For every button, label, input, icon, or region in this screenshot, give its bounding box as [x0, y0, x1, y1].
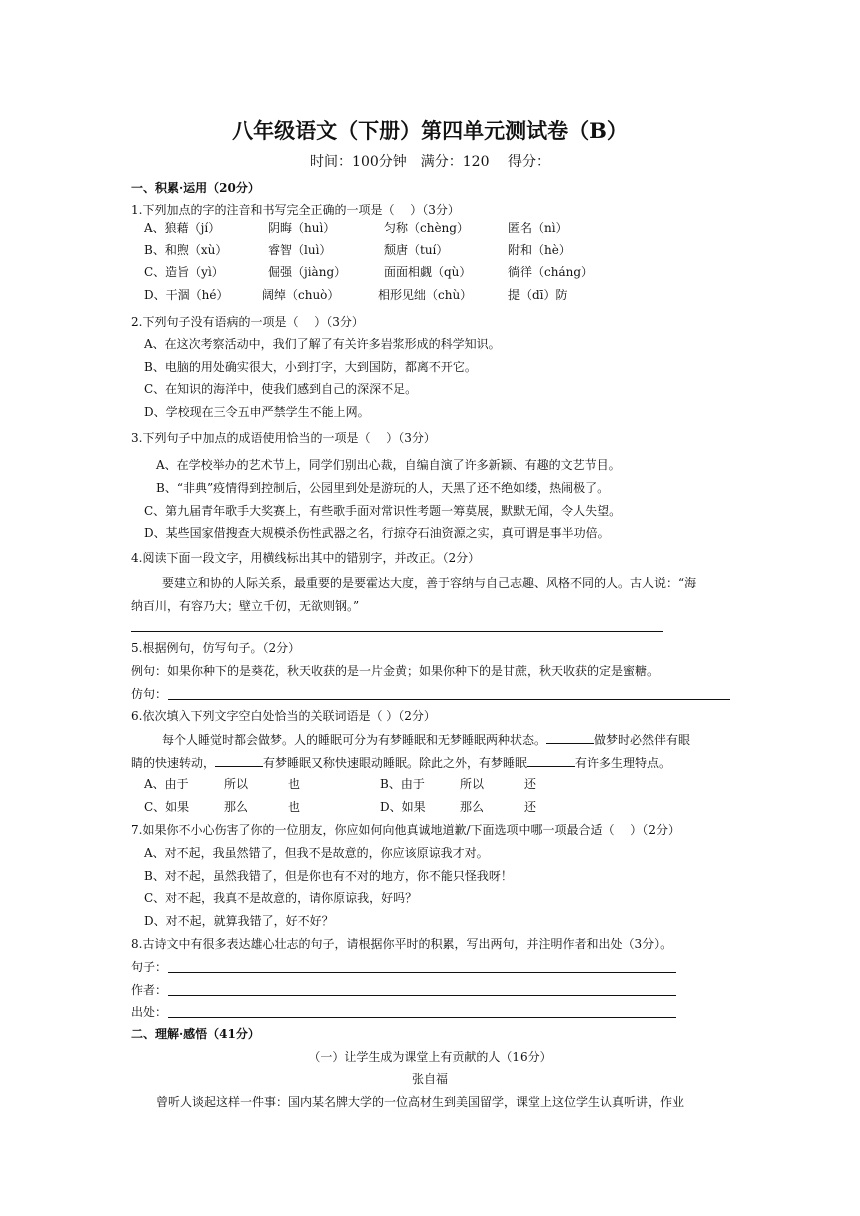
- q6-text-3: 睛的快速转动，: [131, 756, 216, 770]
- q2-option-b: B、电脑的用处确实很大，小到打字，大到国防，都离不开它。: [144, 360, 477, 374]
- q6-a-3: 也: [288, 777, 301, 791]
- q1-b-4: 附和（hè）: [508, 243, 571, 257]
- q6-blank-3[interactable]: [527, 754, 575, 767]
- q6-para-line-1: [162, 731, 690, 748]
- q6-a-2: 所以: [224, 777, 249, 791]
- q6-c-1: C、如果: [144, 800, 190, 814]
- q7-option-a: A、对不起，我虽然错了，但我不是故意的，你应该原谅我才对。: [144, 846, 489, 860]
- passage-line-1: 曾听人谈起这样一件事：国内某名牌大学的一位高材生到美国留学，课堂上这位学生认真听讲，作业: [156, 1095, 685, 1109]
- q7-option-b: B、对不起，虽然我错了，但是你也有不对的地方，你不能只怪我呀！: [144, 869, 513, 883]
- q4-answer-line[interactable]: [131, 631, 663, 632]
- q6-text-4: 有梦睡眠又称快速眼动睡眠。除此之外，有梦睡眠: [263, 756, 528, 770]
- q1-b-1: B、和煦（xù）: [144, 243, 228, 257]
- q6-para-line-2: [131, 754, 671, 771]
- q1-a-4: 匿名（nì）: [508, 221, 568, 235]
- q6-b-3: 还: [524, 777, 537, 791]
- q8-author-line[interactable]: [168, 995, 676, 996]
- q6-text-5: 有许多生理特点。: [575, 756, 672, 770]
- q7-stem: 7.如果你不小心伤害了你的一位朋友，你应如何向他真诚地道歉/下面选项中哪一项最合适（ ）（2分）: [131, 823, 680, 837]
- q6-d-2: 那么: [460, 800, 485, 814]
- q8-source-line[interactable]: [168, 1017, 676, 1018]
- q8-author-label: 作者：: [131, 983, 168, 997]
- q3-option-a: A、在学校举办的艺术节上，同学们别出心裁，自编自演了许多新颖、有趣的文艺节目。: [156, 458, 621, 472]
- q1-a-3: 匀称（chèng）: [384, 221, 469, 235]
- q1-row-a: [0, 220, 860, 236]
- q8-stem: 8.古诗文中有很多表达雄心壮志的句子，请根据你平时的积累，写出两句，并注明作者和出处（3分）。: [131, 937, 673, 951]
- q6-d-1: D、如果: [380, 800, 426, 814]
- q6-text-2: 做梦时必然伴有眼: [594, 733, 691, 747]
- q6-options-row-2: [0, 799, 860, 815]
- q1-row-c: [0, 264, 860, 280]
- q1-row-b: [0, 242, 860, 258]
- passage-title: （一）让学生成为课堂上有贡献的人（16分）: [308, 1050, 552, 1064]
- q2-option-a: A、在这次考察活动中，我们了解了有关许多岩浆形成的科学知识。: [144, 337, 501, 351]
- q1-c-2: 倔强（jiàng）: [268, 265, 347, 279]
- q6-b-1: B、由于: [380, 777, 425, 791]
- q3-option-b: B、“非典”疫情得到控制后，公园里到处是游玩的人，天黑了还不绝如缕，热闹极了。: [156, 481, 610, 495]
- q1-b-2: 睿智（luì）: [268, 243, 332, 257]
- q5-imitate-label: 仿句：: [131, 687, 168, 701]
- passage-author: 张自福: [411, 1072, 448, 1086]
- q4-stem: 4.阅读下面一段文字，用横线标出其中的错别字，并改正。（2分）: [131, 551, 481, 565]
- q3-option-c: C、第九届青年歌手大奖赛上，有些歌手面对常识性考题一筹莫展，默默无闻，令人失望。: [144, 504, 622, 518]
- q6-text-1: 每个人睡觉时都会做梦。人的睡眠可分为有梦睡眠和无梦睡眠两种状态。: [162, 733, 547, 747]
- q2-stem: 2.下列句子没有语病的一项是（ ）（3分）: [131, 315, 364, 329]
- q1-b-3: 颓唐（tuí）: [384, 243, 449, 257]
- q4-text-line-2: 纳百川，有容乃大；壁立千仞，无欲则钢。”: [131, 599, 360, 613]
- exam-subtitle: 时间：100分钟 满分：120 得分：: [310, 154, 550, 170]
- q3-option-d: D、某些国家借搜查大规模杀伤性武器之名，行掠夺石油资源之实，真可谓是事半功倍。: [144, 526, 610, 540]
- q1-c-4: 徜徉（cháng）: [508, 265, 594, 279]
- q6-blank-2[interactable]: [215, 754, 263, 767]
- section-2-heading: 二、理解·感悟（41分）: [131, 1027, 260, 1041]
- q6-stem: 6.依次填入下列文字空白处恰当的关联词语是（ ）（2分）: [131, 709, 436, 723]
- q7-option-d: D、对不起，就算我错了，好不好？: [144, 914, 334, 928]
- q4-text-line-1: 要建立和协的人际关系，最重要的是要霍达大度，善于容纳与自己志趣、风格不同的人。古人说：“海: [162, 576, 697, 590]
- q1-d-1: D、干涸（hé）: [144, 288, 229, 302]
- q5-example: 例句：如果你种下的是葵花，秋天收获的是一片金黄；如果你种下的是甘蔗，秋天收获的定是蜜糖。: [131, 664, 660, 678]
- q6-b-2: 所以: [460, 777, 485, 791]
- q1-c-3: 面面相觑（qù）: [384, 265, 472, 279]
- q8-sentence-line[interactable]: [168, 972, 676, 973]
- q1-stem: 1.下列加点的字的注音和书写完全正确的一项是（ ）（3分）: [131, 203, 460, 217]
- q1-d-2: 阔绰（chuò）: [262, 288, 340, 302]
- q6-d-3: 还: [524, 800, 537, 814]
- exam-title: 八年级语文（下册）第四单元测试卷（B）: [232, 118, 628, 143]
- q7-option-c: C、对不起，我真不是故意的，请你原谅我，好吗？: [144, 891, 418, 905]
- q2-option-c: C、在知识的海洋中，使我们感到自己的深深不足。: [144, 382, 418, 396]
- q6-a-1: A、由于: [144, 777, 189, 791]
- q6-options-row-1: [0, 776, 860, 792]
- q6-c-2: 那么: [224, 800, 249, 814]
- q1-a-2: 阴晦（huì）: [268, 221, 336, 235]
- q1-c-1: C、造旨（yì）: [144, 265, 224, 279]
- section-1-heading: 一、积累·运用（20分）: [131, 181, 260, 195]
- q1-row-d: [0, 287, 860, 303]
- q8-sentence-label: 句子：: [131, 960, 168, 974]
- q1-d-4: 提（dī）防: [508, 288, 568, 302]
- q1-d-3: 相形见绌（chù）: [378, 288, 473, 302]
- q6-c-3: 也: [288, 800, 301, 814]
- q5-answer-line[interactable]: [168, 699, 730, 700]
- q5-stem: 5.根据例句，仿写句子。（2分）: [131, 641, 301, 655]
- q3-stem: 3.下列句子中加点的成语使用恰当的一项是（ ）（3分）: [131, 431, 436, 445]
- q6-blank-1[interactable]: [546, 731, 594, 744]
- q1-a-1: A、狼藉（jí）: [144, 221, 221, 235]
- q2-option-d: D、学校现在三令五申严禁学生不能上网。: [144, 405, 370, 419]
- q8-source-label: 出处：: [131, 1005, 168, 1019]
